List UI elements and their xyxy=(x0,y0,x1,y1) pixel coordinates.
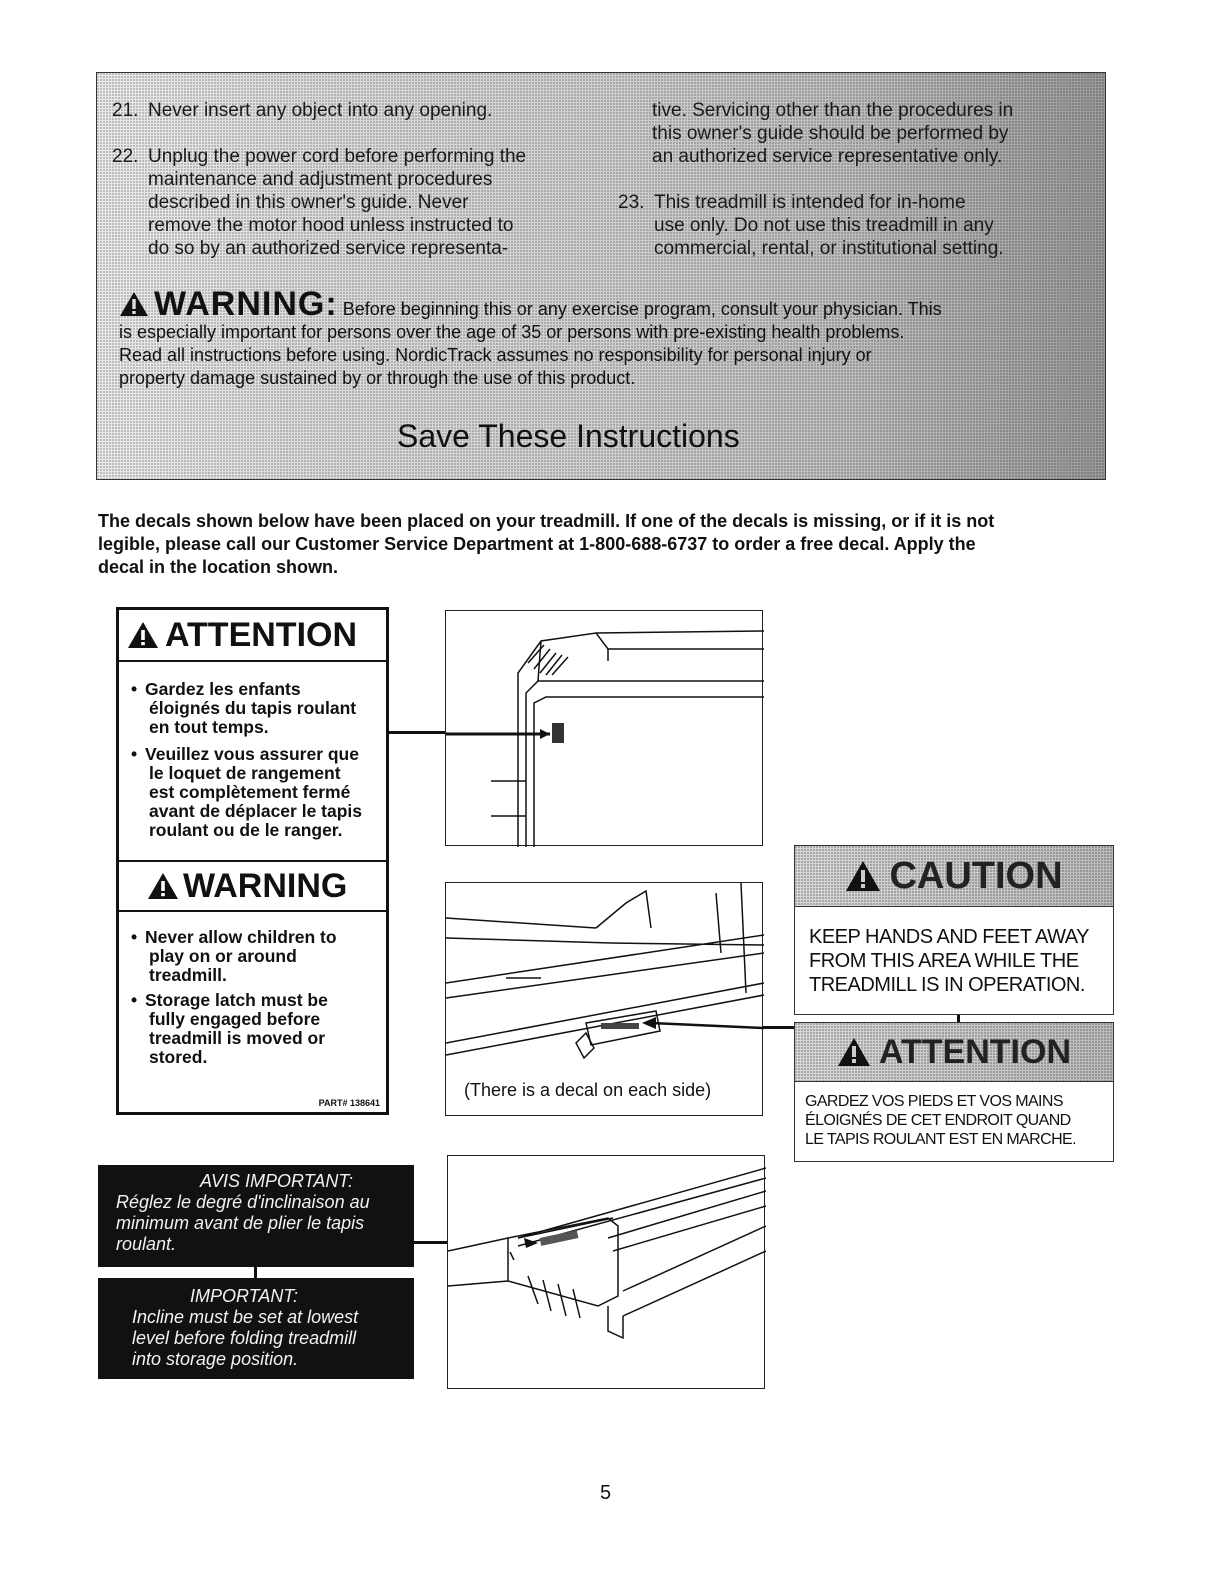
warning-triangle-icon xyxy=(845,860,881,892)
list-item: • Gardez les enfants éloignés du tapis roulant en tout temps. xyxy=(131,679,357,737)
side-rail-diagram xyxy=(445,882,763,1116)
attention-french-decal xyxy=(794,1022,1114,1162)
warning-triangle-icon xyxy=(837,1037,871,1067)
safety-item-22: 22. Unplug the power cord before performing the maintenance and adjustment procedures described in this owner's guide. Never remove the motor hood unless instructed to do so by an authorized service representa- xyxy=(112,146,527,259)
general-warning: WARNING: Before beginning this or any exercise program, consult your physician. This is especially important for persons over the age of 35 or persons with pre-existing health problems. Read all instructions before using. NordicTrack assumes no responsibility for personal injury or property damage sustained by or through the use of this product. xyxy=(119,285,942,388)
list-item: • Storage latch must be fully engaged before treadmill is moved or stored. xyxy=(131,990,328,1067)
diagram-caption: (There is a decal on each side) xyxy=(464,1080,712,1100)
storage-latch-decal xyxy=(116,607,389,1115)
warning-triangle-icon xyxy=(147,872,179,900)
decal-intro-paragraph: The decals shown below have been placed on your treadmill. If one of the decals is missing, or if it is not legible, please call our Customer Service Department at 1-800-688-6737 to order a free decal. Apply the decal in the location shown. xyxy=(98,511,995,577)
safety-item-21: 21. Never insert any object into any opening. xyxy=(112,100,493,121)
safety-item-22-continued: tive. Servicing other than the procedures in this owner's guide should be performed by an authorized service representative only. xyxy=(652,100,1014,167)
part-number: PART# 138641 xyxy=(318,1098,380,1108)
connector-line xyxy=(389,731,445,734)
attention-header: ATTENTION xyxy=(795,1023,1113,1082)
caution-text: KEEP HANDS AND FEET AWAY FROM THIS AREA WHILE THE TREADMILL IS IN OPERATION. xyxy=(809,926,1089,996)
safety-instructions-box xyxy=(96,72,1106,480)
warning-triangle-icon xyxy=(127,621,159,649)
storage-latch-diagram xyxy=(445,610,763,846)
caution-decal xyxy=(794,845,1114,1015)
list-item: • Veuillez vous assurer que le loquet de rangement est complètement fermé avant de déplacer le tapis roulant ou de le ranger. xyxy=(131,744,363,840)
attention-text: GARDEZ VOS PIEDS ET VOS MAINS ÉLOIGNÉS DE CET ENDROIT QUAND LE TAPIS ROULANT EST EN MARCHE. xyxy=(805,1093,1076,1148)
incline-notice-english: IMPORTANT: Incline must be set at lowest level before folding treadmill into storage position. xyxy=(98,1278,414,1379)
attention-bullets xyxy=(119,662,386,840)
warning-triangle-icon xyxy=(119,291,149,317)
warning-header: WARNING xyxy=(119,860,386,912)
attention-header: ATTENTION xyxy=(119,610,386,662)
list-item: • Never allow children to play on or around treadmill. xyxy=(131,927,337,985)
safety-item-23: 23. This treadmill is intended for in-home use only. Do not use this treadmill in any commercial, rental, or institutional setting. xyxy=(618,192,1004,259)
save-instructions-title: Save These Instructions xyxy=(397,418,740,454)
caution-header: CAUTION xyxy=(795,846,1113,907)
incline-hood-diagram xyxy=(447,1155,765,1389)
warning-bullets xyxy=(119,912,386,1067)
treadmill-side-rail-illustration xyxy=(446,883,764,1079)
treadmill-upright-illustration xyxy=(446,611,764,847)
treadmill-hood-illustration xyxy=(448,1156,766,1390)
incline-notice-french: AVIS IMPORTANT: Réglez le degré d'inclinaison au minimum avant de plier le tapis roulant. xyxy=(98,1165,414,1267)
connector-line xyxy=(763,1026,795,1029)
warning-title: WARNING: xyxy=(154,285,338,323)
page-number: 5 xyxy=(600,1482,612,1504)
